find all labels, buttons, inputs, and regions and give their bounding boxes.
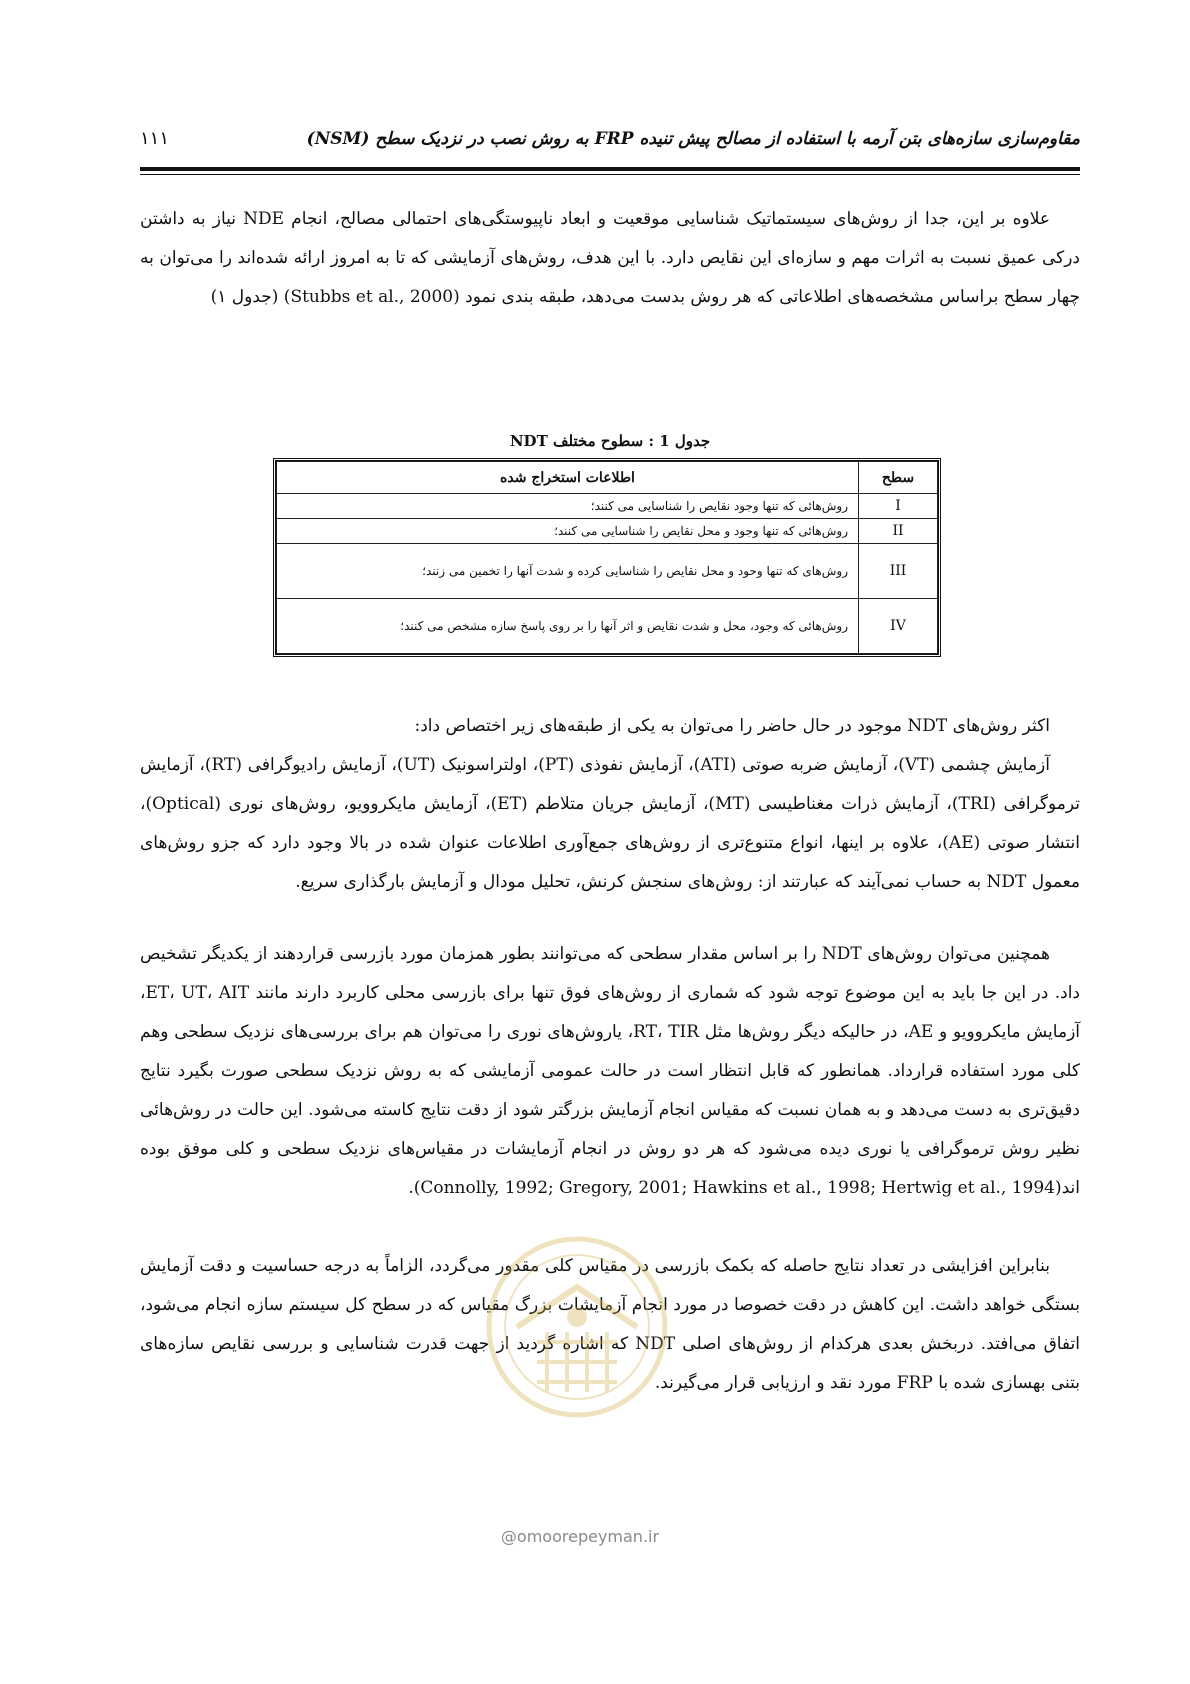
table-row (277, 599, 938, 654)
table-cell-level: II (859, 519, 938, 544)
paragraph-ndt-classes-text: اکثر روش‌های NDT موجود در حال حاضر را می‌توان به یکی از طبقه‌های زیر اختصاص داد: (414, 716, 1050, 736)
paragraph-ndt-methods-text: آزمایش چشمی (VT)، آزمایش ضربه صوتی (ATI)، آزمایش نفوذی (PT)، اولتراسونیک (UT)، آزمایش رادیوگرافی (RT)، آزمایش ترموگرافی (TRI)، آزمایش ذرات مغناطیسی (MT)، آزمایش جریان متلاطم (ET)، آزمایش مایکروویو، روش‌های نوری (Optical)، انتشار صوتی (AE)، علاوه بر اینها، انواع متنوع‌تری از روش‌های جمع‌آوری اطلاعات عنوان شده در بالا وجود دارد که جزو روش‌های معمول NDT به حساب نمی‌آیند که عبارتند از: روش‌های سنجش کرنش، تحلیل مودال و آزمایش بارگذاری سریع. (140, 755, 1081, 892)
table-cell-level: IV (859, 599, 938, 654)
running-title: مقاوم‌سازی سازه‌های بتن آرمه با استفاده از مصالح پیش تنیده FRP به روش نصب در نزدیک سطح (NSM) (306, 129, 1080, 149)
table-cell-info: روش‌هائی که وجود، محل و شدت نقایص و اثر آنها را بر روی پاسخ سازه مشخص می کنند؛ (277, 599, 859, 654)
table-header-info: اطلاعات استخراج شده (277, 462, 859, 494)
page-number: ۱۱۱ (140, 128, 170, 149)
table-header-level: سطح (859, 462, 938, 494)
table-row (277, 519, 938, 544)
paragraph-conclusion-text: بنابراین افزایشی در تعداد نتایج حاصله که بکمک بازرسی در مقیاس کلی مقدور می‌گردد، الزاماً به درجه حساسیت و دقت آزمایش بستگی خواهد داشت. این کاهش در دقت خصوصا در مورد انجام آزمایشات بزرگ مقیاس که در سطح کل سیستم سازه انجام می‌شود، اتفاق می‌افتد. دربخش بعدی هرکدام از روش‌های اصلی NDT که اشاره گردید از جهت قدرت شناسایی و بررسی نقایص سازه‌های بتنی بهسازی شده با FRP مورد نقد و ارزیابی قرار می‌گیرند. (140, 1256, 1080, 1393)
table-cell-info: روش‌های که تنها وحود و محل نقایص را شناسایی کرده و شدت آنها را تخمین می زنند؛ (277, 544, 859, 599)
page-header (140, 128, 1080, 149)
ndt-levels-table (273, 458, 941, 657)
watermark-logo (482, 1232, 672, 1432)
table-cell-info: روش‌هائی که تنها وجود نقایص را شناسایی می کنند؛ (277, 494, 859, 519)
paragraph-surface-scale (140, 935, 1080, 1208)
paragraph-intro (140, 200, 1080, 317)
watermark-url: @omoorepeyman.ir (500, 1527, 660, 1546)
table-header-row (277, 462, 938, 494)
header-rule (140, 167, 1080, 171)
table-row (277, 494, 938, 519)
paragraph-ndt-methods (140, 746, 1080, 902)
paragraph-intro-text: علاوه بر این، جدا از روش‌های سیستماتیک شناسایی موقعیت و ابعاد ناپیوستگی‌های احتمالی مصالح، انجام NDE نیاز به داشتن درکی عمیق نسبت به اثرات مهم و سازه‌ای این نقایص دارد. با این هدف، روش‌های آزمایشی که تا به امروز ارائه شده‌اند را می‌توان به چهار سطح براساس مشخصه‌های اطلاعاتی که هر روش بدست می‌دهد، طبقه بندی نمود (Stubbs et al., 2000) (جدول ۱) (140, 209, 1080, 307)
header-rule-thin (140, 174, 1080, 175)
paragraph-ndt-classes (140, 707, 1080, 746)
table-cell-level: III (859, 544, 938, 599)
table-cell-level: I (859, 494, 938, 519)
table-row (277, 544, 938, 599)
table-caption: جدول 1 : سطوح مختلف NDT (509, 432, 711, 450)
paragraph-surface-scale-text: همچنین می‌توان روش‌های NDT را بر اساس مقدار سطحی که می‌توانند بطور همزمان مورد بازرسی قراردهند از یکدیگر تشخیص داد. در این جا باید به این موضوع توجه شود که شماری از روش‌های فوق تنها برای بازرسی محلی کاربرد دارند مانند ET، UT، AIT، آزمایش مایکروویو و AE، در حالیکه دیگر روش‌ها مثل RT، TIR، یاروش‌های نوری را می‌توان هم برای بررسی‌های نزدیک سطحی وهم کلی مورد استفاده قرارداد. همانطور که قابل انتظار است در حالت عمومی آزمایشی که به روش نزدیک سطحی صورت بگیرد نتایج دقیق‌تری به دست می‌دهد و به همان نسبت که مقیاس انجام آزمایش بزرگتر شود از دقت نتایج کاسته می‌شود. این حالت در روش‌هائی نظیر روش ترموگرافی یا نوری دیده می‌شود که هر دو روش در انجام آزمایشات در مقیاس‌های نزدیک سطحی و کلی موفق بوده اند(Connolly, 1992; Gregory, 2001; Hawkins et al., 1998; Hertwig et al., 1994). (140, 944, 1081, 1198)
table-cell-info: روش‌هائی که تنها وجود و محل نقایص را شناسایی می کنند؛ (277, 519, 859, 544)
